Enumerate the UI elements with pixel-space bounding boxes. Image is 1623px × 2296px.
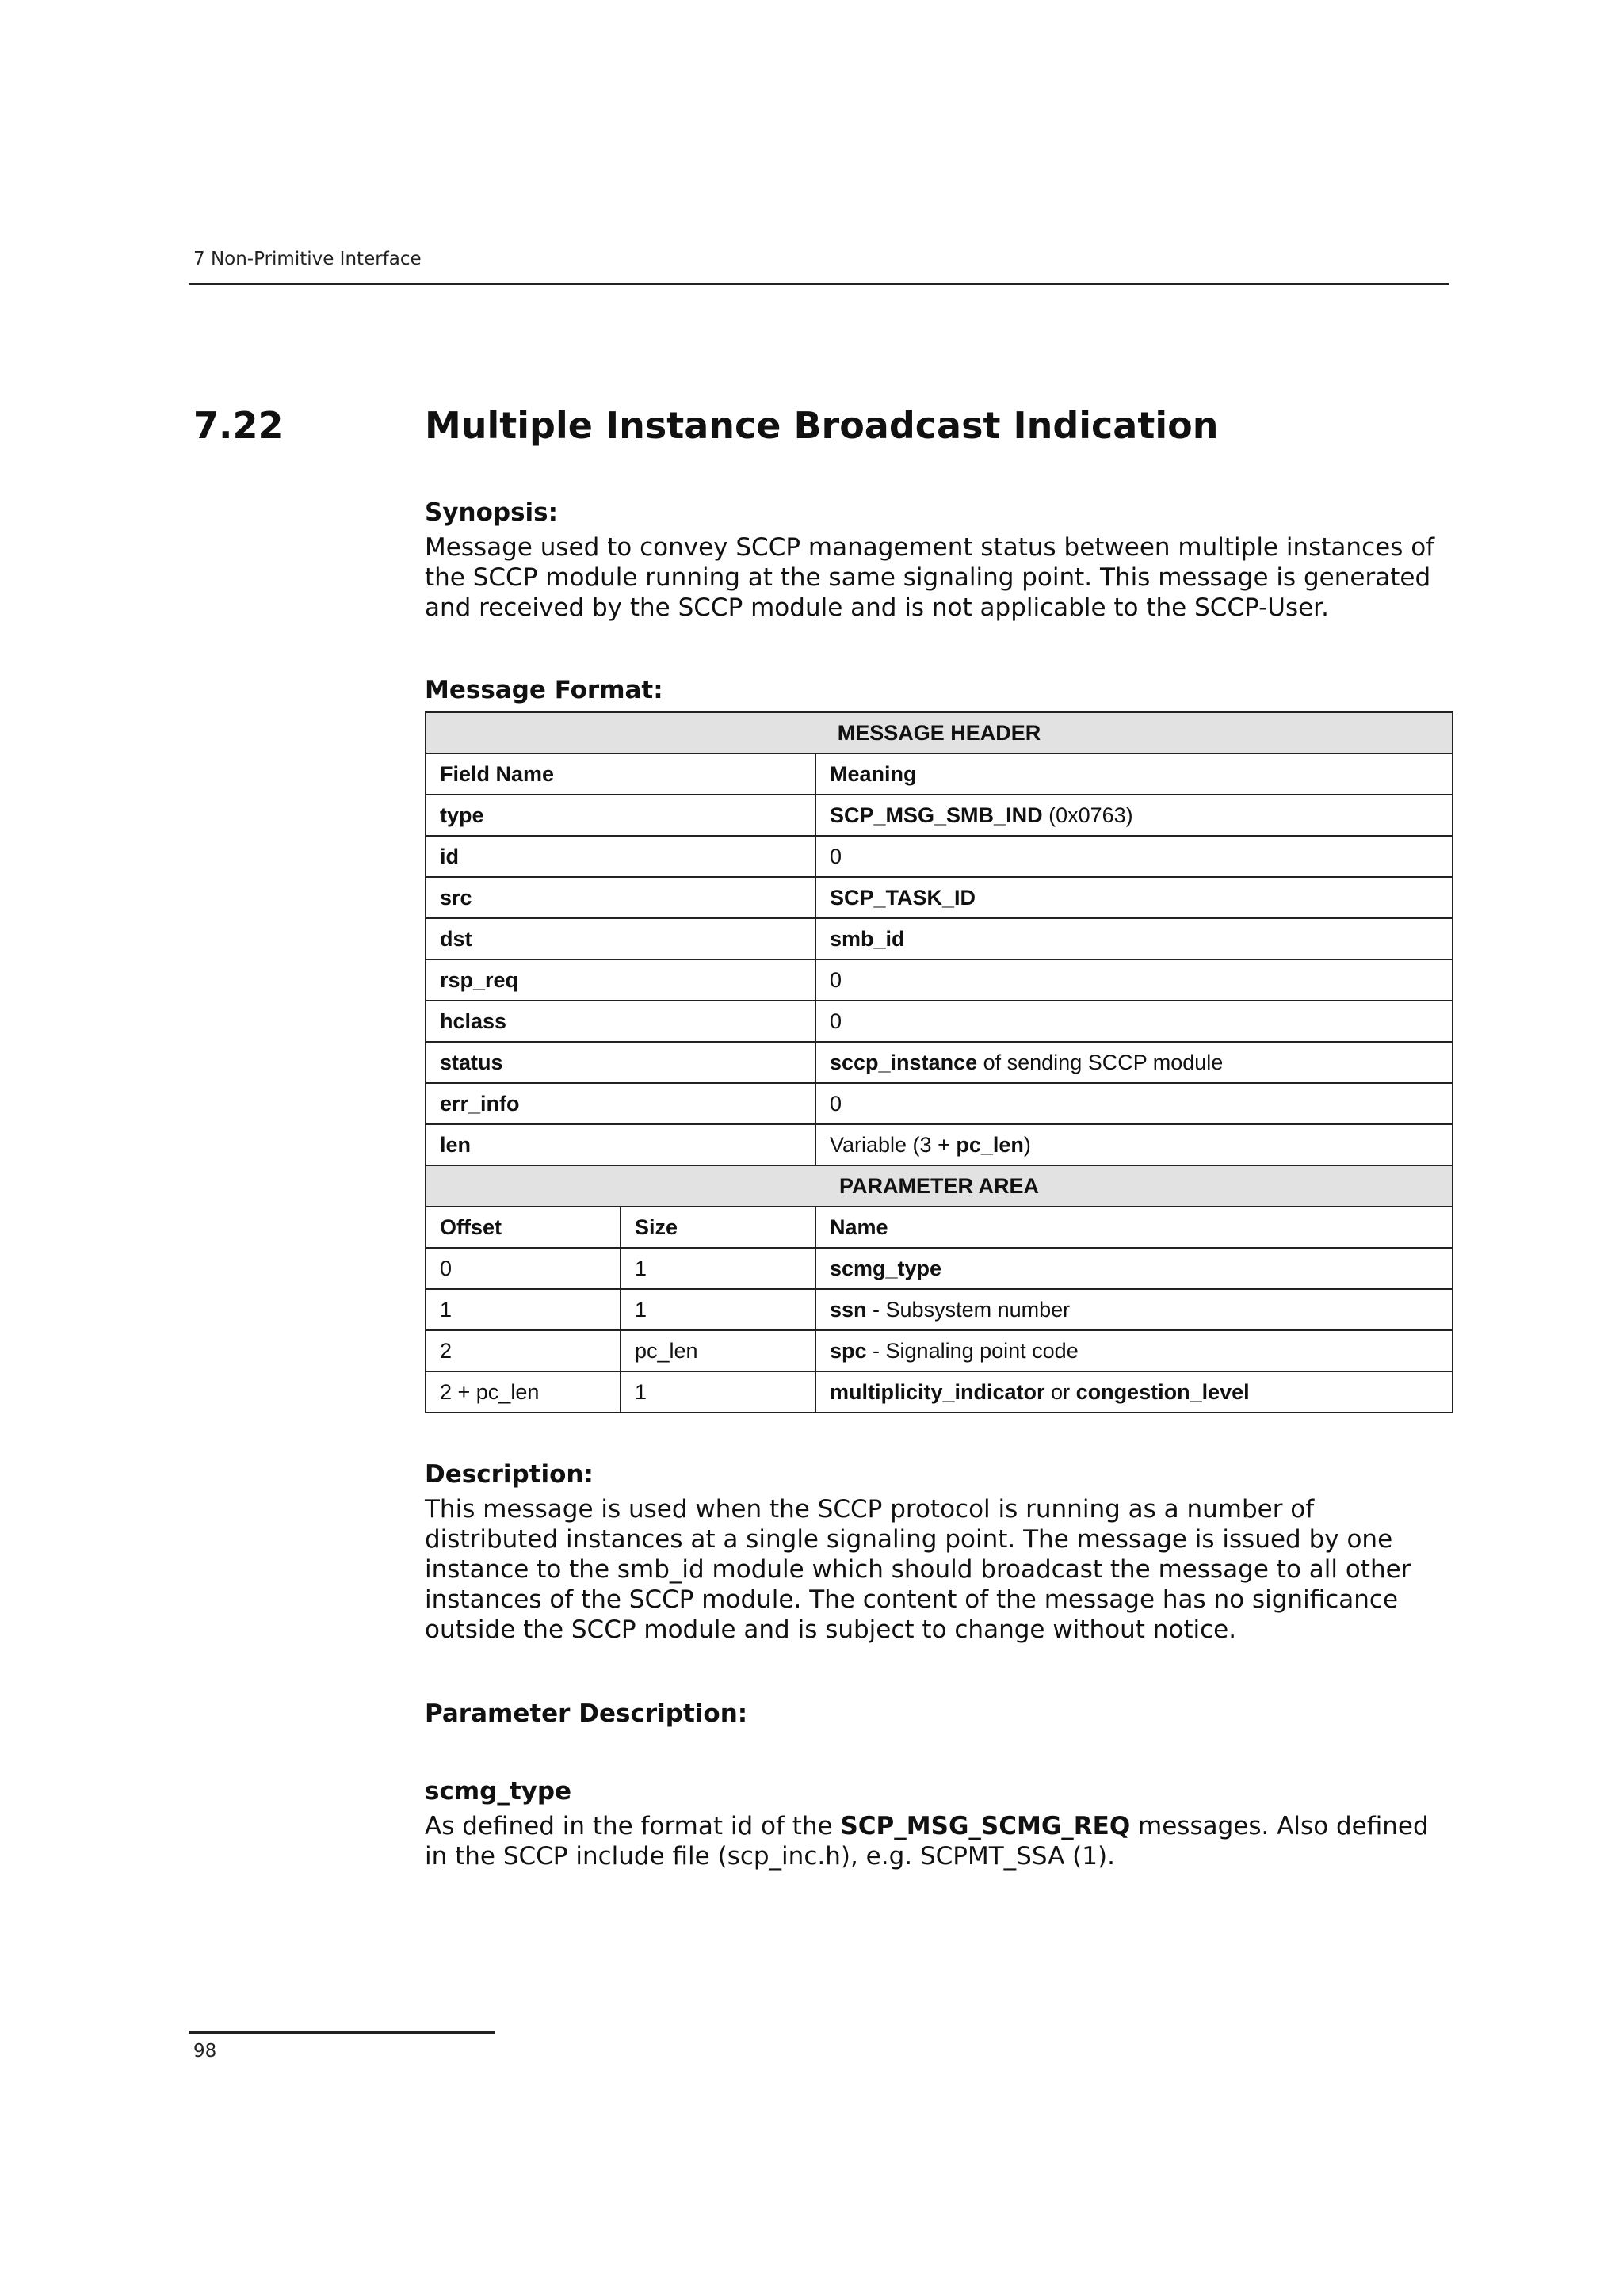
table-row <box>426 1042 1453 1083</box>
size-cell: 1 <box>621 1371 815 1413</box>
column-header-meaning: Meaning <box>815 753 1453 795</box>
message-header-band <box>426 712 1453 753</box>
offset-cell: 0 <box>426 1248 621 1289</box>
meaning-text: (0x0763) <box>1042 803 1133 827</box>
name-cell <box>815 1330 1453 1371</box>
page-number: 98 <box>193 2041 217 2061</box>
scmg-type-text <box>425 1811 1455 1871</box>
meaning-cell <box>815 959 1453 1001</box>
section-body <box>425 498 1455 1871</box>
param-column-row <box>426 1207 1453 1248</box>
name-bold-2: congestion_level <box>1075 1379 1250 1404</box>
field-name-cell: len <box>426 1124 815 1165</box>
size-cell: 1 <box>621 1248 815 1289</box>
synopsis-text: Message used to convey SCCP management status between multiple instances of the SCCP module running at the same signaling point. This message is generated and received by the SCCP module and is not applicable to the SCCP-User. <box>425 533 1435 622</box>
meaning-cell <box>815 1083 1453 1124</box>
scmg-type-heading: scmg_type <box>425 1777 572 1806</box>
meaning-text: 0 <box>830 1009 842 1033</box>
section-number: 7.22 <box>193 404 284 447</box>
meaning-text: 0 <box>830 967 842 992</box>
meaning-bold: SCP_TASK_ID <box>830 885 976 910</box>
header-column-row <box>426 753 1453 795</box>
meaning-cell <box>815 795 1453 836</box>
meaning-bold: smb_id <box>830 926 905 951</box>
column-header-offset: Offset <box>426 1207 621 1248</box>
table-row <box>426 877 1453 918</box>
description-text: This message is used when the SCCP protocol is running as a number of distributed instances at a single signaling point. The message is issued by one instance to the smb_id module which should broadcast the message to all other instances of the SCCP module. The content of the message has no significance outside the SCCP module and is subject to change without notice. <box>425 1495 1411 1644</box>
meaning-cell <box>815 1042 1453 1083</box>
meaning-text: 0 <box>830 1091 842 1116</box>
message-format-table <box>425 711 1453 1413</box>
parameter-area-label: PARAMETER AREA <box>426 1165 1453 1207</box>
field-name-cell: src <box>426 877 815 918</box>
meaning-text: ) <box>1023 1132 1031 1157</box>
parameter-area-band <box>426 1165 1453 1207</box>
table-row <box>426 795 1453 836</box>
section-title: Multiple Instance Broadcast Indication <box>425 404 1219 447</box>
header-rule <box>189 283 1449 285</box>
meaning-text: 0 <box>830 844 842 868</box>
name-cell <box>815 1289 1453 1330</box>
scmg-type-text-post: messages. Also defined in the SCCP include file (scp_inc.h), e.g. SCPMT_SSA (1). <box>425 1812 1429 1871</box>
column-header-size: Size <box>621 1207 815 1248</box>
meaning-cell <box>815 836 1453 877</box>
meaning-cell <box>815 1124 1453 1165</box>
meaning-bold: SCP_MSG_SMB_IND <box>830 803 1043 827</box>
table-row <box>426 959 1453 1001</box>
field-name-cell: rsp_req <box>426 959 815 1001</box>
meaning-cell <box>815 1001 1453 1042</box>
message-header-label: MESSAGE HEADER <box>426 712 1453 753</box>
meaning-text-pre: Variable (3 + <box>830 1132 957 1157</box>
name-text: - Subsystem number <box>866 1297 1071 1322</box>
name-cell <box>815 1371 1453 1413</box>
meaning-cell <box>815 877 1453 918</box>
column-header-field-name: Field Name <box>426 753 815 795</box>
parameter-description-heading: Parameter Description: <box>425 1699 748 1728</box>
name-bold: scmg_type <box>830 1256 942 1280</box>
field-name-cell: status <box>426 1042 815 1083</box>
size-cell: 1 <box>621 1289 815 1330</box>
offset-cell: 2 <box>426 1330 621 1371</box>
column-header-name: Name <box>815 1207 1453 1248</box>
field-name-cell: dst <box>426 918 815 959</box>
table-row <box>426 836 1453 877</box>
name-bold: spc <box>830 1338 867 1363</box>
name-bold: ssn <box>830 1297 867 1322</box>
meaning-cell <box>815 918 1453 959</box>
table-row <box>426 1001 1453 1042</box>
size-cell: pc_len <box>621 1330 815 1371</box>
table-row <box>426 1289 1453 1330</box>
name-bold: multiplicity_indicator <box>830 1379 1045 1404</box>
field-name-cell: hclass <box>426 1001 815 1042</box>
table-row <box>426 1330 1453 1371</box>
name-text: or <box>1044 1379 1076 1404</box>
footer-rule <box>189 2031 495 2034</box>
scmg-type-text-bold: SCP_MSG_SCMG_REQ <box>840 1812 1131 1840</box>
field-name-cell: id <box>426 836 815 877</box>
meaning-bold: sccp_instance <box>830 1050 978 1074</box>
synopsis-heading: Synopsis: <box>425 498 559 527</box>
offset-cell: 2 + pc_len <box>426 1371 621 1413</box>
scmg-type-text-pre: As defined in the format id of the <box>425 1812 841 1840</box>
running-header: 7 Non-Primitive Interface <box>193 249 422 269</box>
field-name-cell: type <box>426 795 815 836</box>
table-row <box>426 1371 1453 1413</box>
description-heading: Description: <box>425 1460 594 1489</box>
name-text: - Signaling point code <box>866 1338 1079 1363</box>
table-row <box>426 1083 1453 1124</box>
meaning-bold: pc_len <box>956 1132 1024 1157</box>
message-format-heading: Message Format: <box>425 676 663 704</box>
offset-cell: 1 <box>426 1289 621 1330</box>
table-row <box>426 918 1453 959</box>
table-row <box>426 1248 1453 1289</box>
field-name-cell: err_info <box>426 1083 815 1124</box>
table-row <box>426 1124 1453 1165</box>
meaning-text: of sending SCCP module <box>977 1050 1224 1074</box>
name-cell <box>815 1248 1453 1289</box>
